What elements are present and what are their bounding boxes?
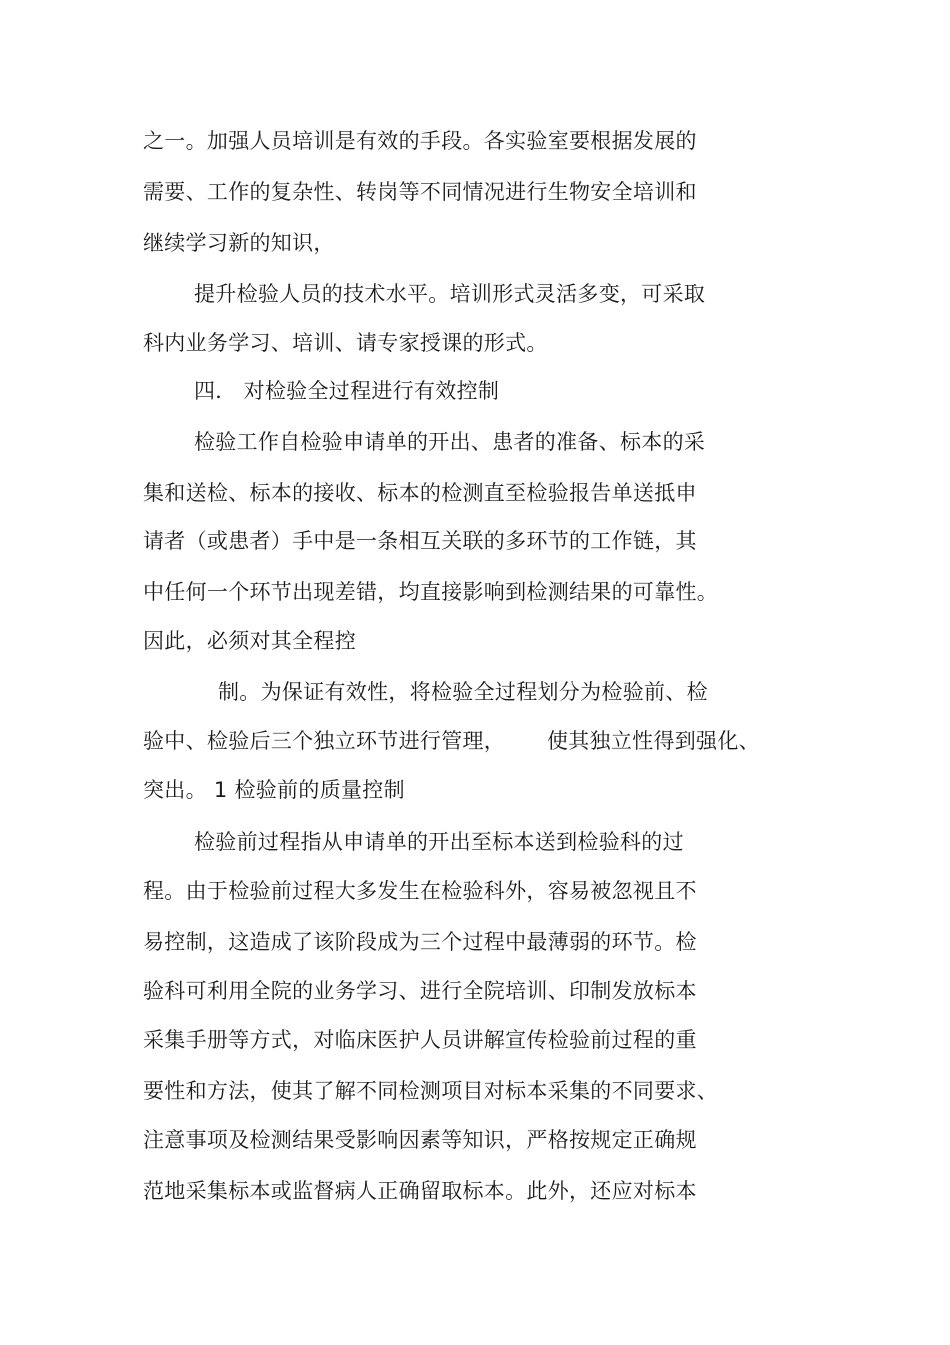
text-line: 因此，必须对其全程控 xyxy=(143,629,356,653)
text-line: 制。为保证有效性，将检验全过程划分为检验前、检 xyxy=(218,680,708,704)
text-line: 集和送检、标本的接收、标本的检测直至检验报告单送抵申 xyxy=(143,481,697,505)
text-line: 中任何一个环节出现差错，均直接影响到检测结果的可靠性。 xyxy=(143,580,719,604)
text-line: 要性和方法，使其了解不同检测项目对标本采集的不同要求、 xyxy=(143,1079,719,1103)
text-line: 验中、检验后三个独立环节进行管理， 使其独立性得到强化、 xyxy=(143,729,760,753)
section-heading: 四． 对检验全过程进行有效控制 xyxy=(194,379,500,403)
text-line: 注意事项及检测结果受影响因素等知识，严格按规定正确规 xyxy=(143,1128,697,1152)
text-line: 需要、工作的复杂性、转岗等不同情况进行生物安全培训和 xyxy=(143,180,697,204)
text-line: 程。由于检验前过程大多发生在检验科外，容易被忽视且不 xyxy=(143,879,697,903)
text-line: 继续学习新的知识， xyxy=(143,231,335,255)
text-line: 采集手册等方式，对临床医护人员讲解宣传检验前过程的重 xyxy=(143,1028,697,1052)
text-line: 科内业务学习、培训、请专家授课的形式。 xyxy=(143,331,548,355)
subsection-heading: 突出。 1 检验前的质量控制 xyxy=(143,778,405,802)
text-line: 提升检验人员的技术水平。培训形式灵活多变，可采取 xyxy=(194,282,706,306)
text-line: 验科可利用全院的业务学习、进行全院培训、印制发放标本 xyxy=(143,979,697,1003)
text-line: 请者（或患者）手中是一条相互关联的多环节的工作链，其 xyxy=(143,529,697,553)
text-line: 之一。加强人员培训是有效的手段。各实验室要根据发展的 xyxy=(143,129,697,153)
text-line: 检验工作自检验申请单的开出、患者的准备、标本的采 xyxy=(194,430,706,454)
text-line: 范地采集标本或监督病人正确留取标本。此外，还应对标本 xyxy=(143,1179,697,1203)
text-line: 检验前过程指从申请单的开出至标本送到检验科的过 xyxy=(194,830,684,854)
text-line: 易控制，这造成了该阶段成为三个过程中最薄弱的环节。检 xyxy=(143,930,697,954)
